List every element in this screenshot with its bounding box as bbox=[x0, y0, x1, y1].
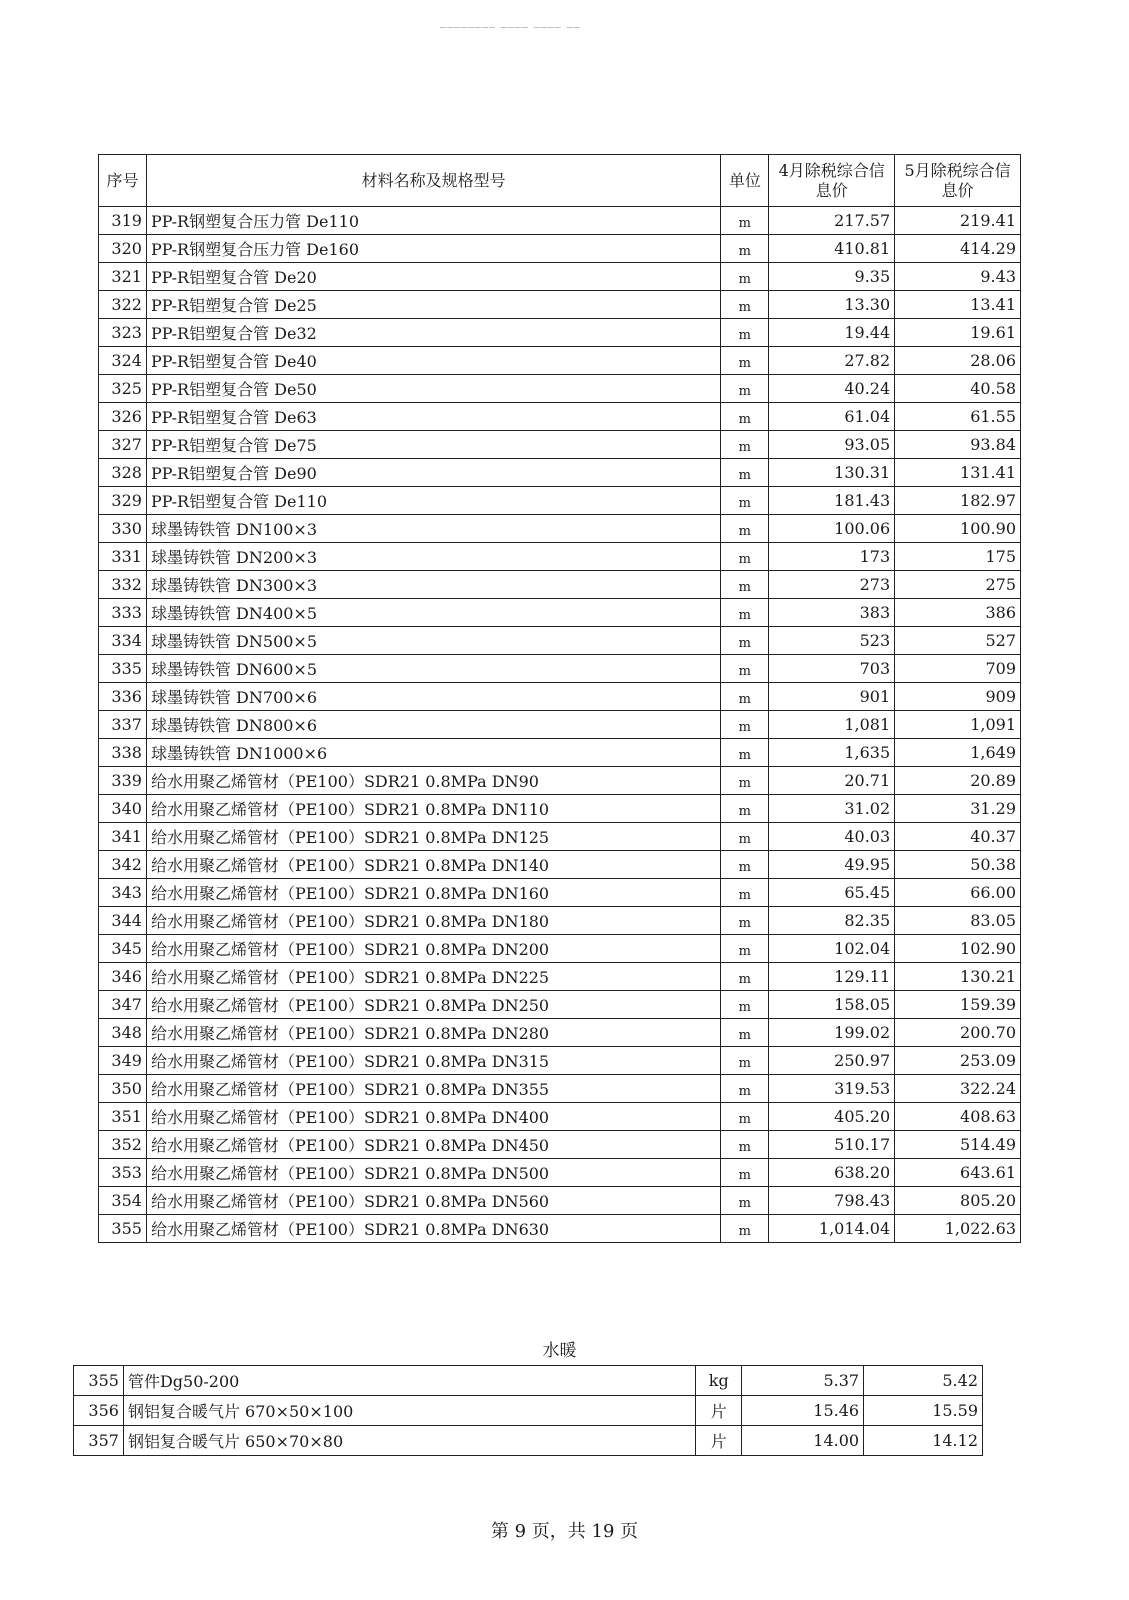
row-unit: m bbox=[721, 795, 769, 823]
plumbing-table-body bbox=[74, 1366, 983, 1456]
row-material-name: 球墨铸铁管 DN200×3 bbox=[146, 543, 720, 571]
table-row bbox=[99, 599, 1021, 627]
row-unit: m bbox=[721, 851, 769, 879]
row-unit: m bbox=[721, 459, 769, 487]
table-row bbox=[99, 683, 1021, 711]
table-header-row bbox=[99, 155, 1021, 207]
table-body bbox=[99, 207, 1021, 1243]
row-unit: m bbox=[721, 1019, 769, 1047]
row-number: 329 bbox=[99, 487, 147, 515]
row-material-name: PP-R铝塑复合管 De110 bbox=[146, 487, 720, 515]
row-number: 347 bbox=[99, 991, 147, 1019]
row-unit: m bbox=[721, 627, 769, 655]
table-row bbox=[99, 963, 1021, 991]
row-number: 334 bbox=[99, 627, 147, 655]
row-material-name: PP-R铝塑复合管 De25 bbox=[146, 291, 720, 319]
row-april-price: 40.03 bbox=[769, 823, 895, 851]
header-april-price: 4月除税综合信息价 bbox=[769, 155, 895, 207]
row-april-price: 410.81 bbox=[769, 235, 895, 263]
row-number: 333 bbox=[99, 599, 147, 627]
row-may-price: 253.09 bbox=[895, 1047, 1021, 1075]
row-unit: m bbox=[721, 739, 769, 767]
header-no: 序号 bbox=[99, 155, 147, 207]
table-row bbox=[99, 1187, 1021, 1215]
row-may-price: 909 bbox=[895, 683, 1021, 711]
row-april-price: 199.02 bbox=[769, 1019, 895, 1047]
row-may-price: 175 bbox=[895, 543, 1021, 571]
row-unit: m bbox=[721, 263, 769, 291]
row-unit: m bbox=[721, 991, 769, 1019]
row-number: 324 bbox=[99, 347, 147, 375]
row-unit: m bbox=[721, 879, 769, 907]
scan-header-noise: ________ ____ ____ __ bbox=[440, 14, 581, 28]
row-may-price: 40.58 bbox=[895, 375, 1021, 403]
row-april-price: 703 bbox=[769, 655, 895, 683]
table-row bbox=[99, 1159, 1021, 1187]
row-april-price: 5.37 bbox=[742, 1366, 864, 1396]
row-material-name: 球墨铸铁管 DN400×5 bbox=[146, 599, 720, 627]
row-may-price: 408.63 bbox=[895, 1103, 1021, 1131]
row-unit: m bbox=[721, 375, 769, 403]
row-may-price: 322.24 bbox=[895, 1075, 1021, 1103]
row-may-price: 219.41 bbox=[895, 207, 1021, 235]
row-april-price: 129.11 bbox=[769, 963, 895, 991]
table-row bbox=[99, 795, 1021, 823]
row-april-price: 20.71 bbox=[769, 767, 895, 795]
row-april-price: 217.57 bbox=[769, 207, 895, 235]
row-number: 332 bbox=[99, 571, 147, 599]
section-title-plumbing: 水暖 bbox=[542, 1341, 577, 1361]
row-material-name: 给水用聚乙烯管材（PE100）SDR21 0.8MPa DN250 bbox=[146, 991, 720, 1019]
row-may-price: 40.37 bbox=[895, 823, 1021, 851]
row-may-price: 100.90 bbox=[895, 515, 1021, 543]
table-row bbox=[99, 907, 1021, 935]
row-may-price: 93.84 bbox=[895, 431, 1021, 459]
row-number: 356 bbox=[74, 1396, 124, 1426]
row-number: 320 bbox=[99, 235, 147, 263]
row-number: 328 bbox=[99, 459, 147, 487]
row-may-price: 414.29 bbox=[895, 235, 1021, 263]
row-unit: m bbox=[721, 963, 769, 991]
row-number: 355 bbox=[74, 1366, 124, 1396]
row-material-name: PP-R铝塑复合管 De20 bbox=[146, 263, 720, 291]
row-number: 327 bbox=[99, 431, 147, 459]
row-april-price: 100.06 bbox=[769, 515, 895, 543]
row-april-price: 798.43 bbox=[769, 1187, 895, 1215]
row-april-price: 181.43 bbox=[769, 487, 895, 515]
row-unit: m bbox=[721, 515, 769, 543]
row-material-name: 球墨铸铁管 DN1000×6 bbox=[146, 739, 720, 767]
header-name: 材料名称及规格型号 bbox=[146, 155, 720, 207]
plumbing-table bbox=[73, 1365, 983, 1456]
row-material-name: PP-R铝塑复合管 De90 bbox=[146, 459, 720, 487]
row-unit: m bbox=[721, 1075, 769, 1103]
table-row bbox=[74, 1426, 983, 1456]
table-row bbox=[99, 1047, 1021, 1075]
row-number: 354 bbox=[99, 1187, 147, 1215]
row-number: 338 bbox=[99, 739, 147, 767]
table-row bbox=[99, 1215, 1021, 1243]
row-may-price: 200.70 bbox=[895, 1019, 1021, 1047]
row-april-price: 405.20 bbox=[769, 1103, 895, 1131]
row-number: 345 bbox=[99, 935, 147, 963]
row-unit: m bbox=[721, 1103, 769, 1131]
row-material-name: 球墨铸铁管 DN700×6 bbox=[146, 683, 720, 711]
row-april-price: 273 bbox=[769, 571, 895, 599]
row-unit: m bbox=[721, 823, 769, 851]
table-row bbox=[99, 627, 1021, 655]
row-number: 346 bbox=[99, 963, 147, 991]
table-row bbox=[99, 347, 1021, 375]
price-table bbox=[98, 154, 1021, 1243]
row-number: 348 bbox=[99, 1019, 147, 1047]
row-material-name: 球墨铸铁管 DN300×3 bbox=[146, 571, 720, 599]
row-may-price: 5.42 bbox=[864, 1366, 983, 1396]
row-april-price: 102.04 bbox=[769, 935, 895, 963]
row-april-price: 31.02 bbox=[769, 795, 895, 823]
table-row bbox=[99, 375, 1021, 403]
table-row bbox=[99, 767, 1021, 795]
table-row bbox=[99, 319, 1021, 347]
row-april-price: 130.31 bbox=[769, 459, 895, 487]
row-material-name: 给水用聚乙烯管材（PE100）SDR21 0.8MPa DN200 bbox=[146, 935, 720, 963]
row-number: 349 bbox=[99, 1047, 147, 1075]
row-number: 344 bbox=[99, 907, 147, 935]
row-may-price: 66.00 bbox=[895, 879, 1021, 907]
row-material-name: 管件Dg50-200 bbox=[123, 1366, 695, 1396]
row-number: 343 bbox=[99, 879, 147, 907]
row-may-price: 28.06 bbox=[895, 347, 1021, 375]
row-may-price: 1,091 bbox=[895, 711, 1021, 739]
row-may-price: 159.39 bbox=[895, 991, 1021, 1019]
row-april-price: 158.05 bbox=[769, 991, 895, 1019]
row-material-name: PP-R钢塑复合压力管 De160 bbox=[146, 235, 720, 263]
row-material-name: 给水用聚乙烯管材（PE100）SDR21 0.8MPa DN125 bbox=[146, 823, 720, 851]
row-unit: m bbox=[721, 683, 769, 711]
table-row bbox=[99, 991, 1021, 1019]
row-unit: m bbox=[721, 487, 769, 515]
table-row bbox=[99, 739, 1021, 767]
row-number: 326 bbox=[99, 403, 147, 431]
row-april-price: 319.53 bbox=[769, 1075, 895, 1103]
row-may-price: 102.90 bbox=[895, 935, 1021, 963]
row-number: 325 bbox=[99, 375, 147, 403]
row-material-name: PP-R铝塑复合管 De63 bbox=[146, 403, 720, 431]
table-row bbox=[74, 1366, 983, 1396]
row-number: 337 bbox=[99, 711, 147, 739]
row-april-price: 19.44 bbox=[769, 319, 895, 347]
table-row bbox=[99, 235, 1021, 263]
row-unit: m bbox=[721, 599, 769, 627]
row-unit: m bbox=[721, 767, 769, 795]
row-may-price: 130.21 bbox=[895, 963, 1021, 991]
row-unit: m bbox=[721, 291, 769, 319]
row-april-price: 93.05 bbox=[769, 431, 895, 459]
row-may-price: 50.38 bbox=[895, 851, 1021, 879]
table-row bbox=[99, 459, 1021, 487]
table-row bbox=[99, 543, 1021, 571]
row-number: 341 bbox=[99, 823, 147, 851]
row-material-name: 给水用聚乙烯管材（PE100）SDR21 0.8MPa DN560 bbox=[146, 1187, 720, 1215]
row-may-price: 15.59 bbox=[864, 1396, 983, 1426]
row-number: 321 bbox=[99, 263, 147, 291]
row-may-price: 13.41 bbox=[895, 291, 1021, 319]
row-april-price: 173 bbox=[769, 543, 895, 571]
table-row bbox=[99, 431, 1021, 459]
row-number: 353 bbox=[99, 1159, 147, 1187]
row-number: 350 bbox=[99, 1075, 147, 1103]
row-material-name: PP-R钢塑复合压力管 De110 bbox=[146, 207, 720, 235]
row-april-price: 1,081 bbox=[769, 711, 895, 739]
row-april-price: 523 bbox=[769, 627, 895, 655]
row-april-price: 82.35 bbox=[769, 907, 895, 935]
row-material-name: 给水用聚乙烯管材（PE100）SDR21 0.8MPa DN140 bbox=[146, 851, 720, 879]
row-number: 357 bbox=[74, 1426, 124, 1456]
row-may-price: 83.05 bbox=[895, 907, 1021, 935]
row-unit: m bbox=[721, 711, 769, 739]
table-row bbox=[99, 207, 1021, 235]
row-unit: kg bbox=[696, 1366, 742, 1396]
row-may-price: 1,649 bbox=[895, 739, 1021, 767]
row-number: 319 bbox=[99, 207, 147, 235]
row-april-price: 49.95 bbox=[769, 851, 895, 879]
row-material-name: 给水用聚乙烯管材（PE100）SDR21 0.8MPa DN630 bbox=[146, 1215, 720, 1243]
row-material-name: 钢铝复合暖气片 650×70×80 bbox=[123, 1426, 695, 1456]
row-april-price: 250.97 bbox=[769, 1047, 895, 1075]
row-unit: m bbox=[721, 1187, 769, 1215]
row-unit: m bbox=[721, 235, 769, 263]
row-april-price: 27.82 bbox=[769, 347, 895, 375]
row-unit: m bbox=[721, 1159, 769, 1187]
row-material-name: 球墨铸铁管 DN800×6 bbox=[146, 711, 720, 739]
table-row bbox=[99, 851, 1021, 879]
table-row bbox=[99, 403, 1021, 431]
row-may-price: 182.97 bbox=[895, 487, 1021, 515]
row-may-price: 709 bbox=[895, 655, 1021, 683]
row-may-price: 514.49 bbox=[895, 1131, 1021, 1159]
row-unit: 片 bbox=[696, 1396, 742, 1426]
row-april-price: 901 bbox=[769, 683, 895, 711]
row-material-name: 给水用聚乙烯管材（PE100）SDR21 0.8MPa DN180 bbox=[146, 907, 720, 935]
row-may-price: 527 bbox=[895, 627, 1021, 655]
table-row bbox=[99, 263, 1021, 291]
row-may-price: 805.20 bbox=[895, 1187, 1021, 1215]
row-may-price: 31.29 bbox=[895, 795, 1021, 823]
row-material-name: PP-R铝塑复合管 De75 bbox=[146, 431, 720, 459]
row-april-price: 383 bbox=[769, 599, 895, 627]
table-row bbox=[99, 1131, 1021, 1159]
row-number: 339 bbox=[99, 767, 147, 795]
row-april-price: 61.04 bbox=[769, 403, 895, 431]
table-row bbox=[99, 823, 1021, 851]
row-unit: m bbox=[721, 1131, 769, 1159]
row-material-name: PP-R铝塑复合管 De40 bbox=[146, 347, 720, 375]
row-unit: m bbox=[721, 1215, 769, 1243]
row-number: 323 bbox=[99, 319, 147, 347]
row-material-name: 给水用聚乙烯管材（PE100）SDR21 0.8MPa DN225 bbox=[146, 963, 720, 991]
row-unit: 片 bbox=[696, 1426, 742, 1456]
row-number: 336 bbox=[99, 683, 147, 711]
row-unit: m bbox=[721, 935, 769, 963]
row-number: 351 bbox=[99, 1103, 147, 1131]
row-may-price: 9.43 bbox=[895, 263, 1021, 291]
row-material-name: 钢铝复合暖气片 670×50×100 bbox=[123, 1396, 695, 1426]
row-number: 330 bbox=[99, 515, 147, 543]
row-unit: m bbox=[721, 403, 769, 431]
row-material-name: 给水用聚乙烯管材（PE100）SDR21 0.8MPa DN280 bbox=[146, 1019, 720, 1047]
row-unit: m bbox=[721, 347, 769, 375]
row-april-price: 65.45 bbox=[769, 879, 895, 907]
row-april-price: 14.00 bbox=[742, 1426, 864, 1456]
row-unit: m bbox=[721, 431, 769, 459]
row-april-price: 638.20 bbox=[769, 1159, 895, 1187]
table-row bbox=[99, 1075, 1021, 1103]
row-may-price: 1,022.63 bbox=[895, 1215, 1021, 1243]
row-material-name: 球墨铸铁管 DN100×3 bbox=[146, 515, 720, 543]
row-material-name: 给水用聚乙烯管材（PE100）SDR21 0.8MPa DN400 bbox=[146, 1103, 720, 1131]
table-row bbox=[99, 487, 1021, 515]
table-row bbox=[99, 655, 1021, 683]
table-row bbox=[99, 515, 1021, 543]
row-material-name: 给水用聚乙烯管材（PE100）SDR21 0.8MPa DN500 bbox=[146, 1159, 720, 1187]
row-number: 352 bbox=[99, 1131, 147, 1159]
row-material-name: 球墨铸铁管 DN600×5 bbox=[146, 655, 720, 683]
row-may-price: 61.55 bbox=[895, 403, 1021, 431]
row-number: 331 bbox=[99, 543, 147, 571]
row-unit: m bbox=[721, 207, 769, 235]
row-april-price: 40.24 bbox=[769, 375, 895, 403]
row-may-price: 131.41 bbox=[895, 459, 1021, 487]
row-may-price: 643.61 bbox=[895, 1159, 1021, 1187]
row-april-price: 1,635 bbox=[769, 739, 895, 767]
row-may-price: 386 bbox=[895, 599, 1021, 627]
row-unit: m bbox=[721, 543, 769, 571]
row-april-price: 15.46 bbox=[742, 1396, 864, 1426]
row-unit: m bbox=[721, 571, 769, 599]
row-may-price: 275 bbox=[895, 571, 1021, 599]
row-may-price: 20.89 bbox=[895, 767, 1021, 795]
header-may-price: 5月除税综合信息价 bbox=[895, 155, 1021, 207]
row-april-price: 9.35 bbox=[769, 263, 895, 291]
table-row bbox=[74, 1396, 983, 1426]
row-number: 322 bbox=[99, 291, 147, 319]
table-row bbox=[99, 291, 1021, 319]
row-material-name: 给水用聚乙烯管材（PE100）SDR21 0.8MPa DN450 bbox=[146, 1131, 720, 1159]
row-unit: m bbox=[721, 907, 769, 935]
row-april-price: 1,014.04 bbox=[769, 1215, 895, 1243]
row-material-name: 给水用聚乙烯管材（PE100）SDR21 0.8MPa DN315 bbox=[146, 1047, 720, 1075]
table-row bbox=[99, 935, 1021, 963]
table-row bbox=[99, 879, 1021, 907]
row-number: 355 bbox=[99, 1215, 147, 1243]
row-april-price: 13.30 bbox=[769, 291, 895, 319]
table-row bbox=[99, 711, 1021, 739]
row-april-price: 510.17 bbox=[769, 1131, 895, 1159]
row-material-name: 给水用聚乙烯管材（PE100）SDR21 0.8MPa DN355 bbox=[146, 1075, 720, 1103]
row-unit: m bbox=[721, 1047, 769, 1075]
row-may-price: 14.12 bbox=[864, 1426, 983, 1456]
row-number: 335 bbox=[99, 655, 147, 683]
table-row bbox=[99, 1103, 1021, 1131]
row-unit: m bbox=[721, 319, 769, 347]
row-number: 340 bbox=[99, 795, 147, 823]
row-unit: m bbox=[721, 655, 769, 683]
row-number: 342 bbox=[99, 851, 147, 879]
row-material-name: PP-R铝塑复合管 De32 bbox=[146, 319, 720, 347]
header-unit: 单位 bbox=[721, 155, 769, 207]
row-may-price: 19.61 bbox=[895, 319, 1021, 347]
row-material-name: PP-R铝塑复合管 De50 bbox=[146, 375, 720, 403]
table-row bbox=[99, 1019, 1021, 1047]
row-material-name: 球墨铸铁管 DN500×5 bbox=[146, 627, 720, 655]
row-material-name: 给水用聚乙烯管材（PE100）SDR21 0.8MPa DN90 bbox=[146, 767, 720, 795]
row-material-name: 给水用聚乙烯管材（PE100）SDR21 0.8MPa DN160 bbox=[146, 879, 720, 907]
page-footer: 第 9 页，共 19 页 bbox=[490, 1521, 639, 1542]
table-row bbox=[99, 571, 1021, 599]
row-material-name: 给水用聚乙烯管材（PE100）SDR21 0.8MPa DN110 bbox=[146, 795, 720, 823]
